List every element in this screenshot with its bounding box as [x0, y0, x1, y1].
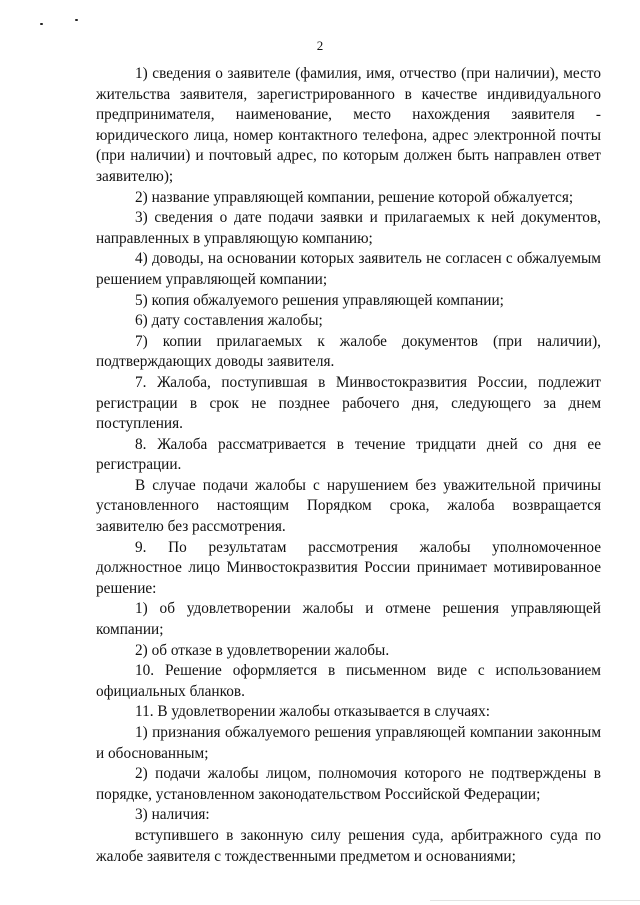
paragraph: вступившего в законную силу решения суда, арбитражного суда по жалобе заявителя с тождественными предметом и основаниями; [96, 826, 601, 865]
paragraph: 8. Жалоба рассматривается в течение тридцати дней со дня ее регистрации. [96, 435, 601, 474]
paragraph: 2) об отказе в удовлетворении жалобы. [135, 641, 390, 659]
scan-speck [40, 23, 43, 25]
paragraph: 7. Жалоба, поступившая в Минвостокразвития России, подлежит регистрации в срок не позднее рабочего дня, следующего за днем поступления. [96, 373, 601, 433]
paragraph: 3) сведения о дате подачи заявки и прилагаемых к ней документов, направленных в управляющую компанию; [96, 209, 601, 247]
paragraph: В случае подачи жалобы с нарушением без уважительной причины установленного настоящим Порядком срока, жалоба возвращается заявителю без рассмотрения. [96, 476, 601, 536]
paragraph: 9. По результатам рассмотрения жалобы уполномоченное должностное лицо Минвостокразвития России принимает мотивированное решение: [96, 538, 601, 597]
paragraph: 11. В удовлетворении жалобы отказывается в случаях: [135, 703, 490, 721]
paragraph: 5) копия обжалуемого решения управляющей компании; [135, 291, 504, 309]
scan-edge-line [430, 900, 640, 901]
paragraph: 2) подачи жалобы лицом, полномочия которого не подтверждены в порядке, установленном законодательством Российской Федерации; [96, 765, 601, 803]
paragraph: 1) сведения о заявителе (фамилия, имя, отчество (при наличии), место жительства заявителя, зарегистрированного в качестве индивидуального предпринимателя, наименование, место нахождения заявителя - юридического лица, номер контактного телефона, адрес электронной почты (при наличии) и почтовый адрес, по которым должен быть направлен ответ заявителю); [96, 65, 601, 185]
document-body [96, 64, 601, 867]
scan-speck [75, 19, 78, 21]
paragraph: 4) доводы, на основании которых заявитель не согласен с обжалуемым решением управляющей компании; [96, 250, 601, 288]
paragraph: 1) об удовлетворении жалобы и отмене решения управляющей компании; [96, 600, 601, 639]
paragraph: 7) копии прилагаемых к жалобе документов (при наличии), подтверждающих доводы заявителя. [96, 332, 601, 371]
paragraph: 10. Решение оформляется в письменном виде с использованием официальных бланков. [96, 662, 601, 700]
page-number: 2 [316, 38, 324, 53]
paragraph: 1) признания обжалуемого решения управляющей компании законным и обоснованным; [96, 724, 601, 762]
paragraph: 6) дату составления жалобы; [135, 312, 323, 330]
paragraph: 2) название управляющей компании, решение которой обжалуется; [135, 188, 574, 206]
paragraph: 3) наличия: [135, 806, 210, 824]
